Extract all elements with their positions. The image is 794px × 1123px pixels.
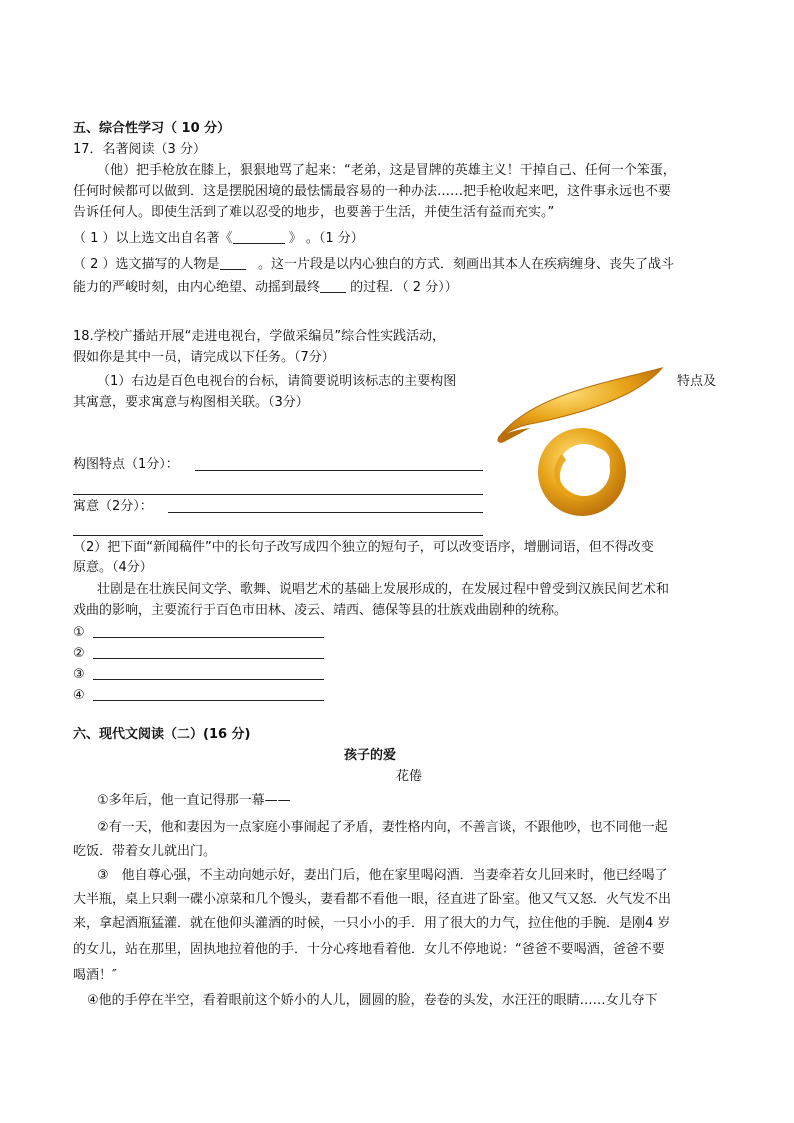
q17-passage-line-2: 任何时候都可以做到．这是摆脱困境的最怯懦最容易的一种办法……把手枪收起来吧，这件事永远也不要 (73, 184, 672, 199)
news-text-line-2: 戏曲的影响，主要流行于百色市田林、凌云、靖西、德保等县的壮族戏曲剧种的统称。 (73, 603, 568, 618)
article-paragraph-3-line-4: 的女儿，站在那里，固执地拉着他的手．十分心疼地看着他．女儿不停地说：“爸爸不要喝酒，爸爸不要 (73, 942, 665, 957)
answer-marker-2: ② (73, 646, 85, 661)
short-sentence-line-4[interactable] (93, 700, 324, 701)
q18-part2-line-1: （2）把下面“新闻稿件”中的长句子改写成四个独立的短句子，可以改变语序，增删词语，但不得改变 (73, 540, 654, 555)
q18-part2-line-2: 原意。（4分） (73, 560, 153, 575)
q17-title: 17．名著阅读（3 分） (73, 142, 206, 157)
article-author: 花倦 (396, 769, 423, 784)
q17-sub2 (73, 255, 674, 275)
answer-marker-1: ① (73, 625, 85, 640)
q17-sub2-cont-text: 能力的严峻时刻，由内心绝望、动摇到最终 (73, 280, 321, 295)
q18-part1-line-2: 其寓意，要求寓意与构图相关联。（3分） (73, 395, 309, 410)
section-5-heading: 五、综合性学习（ 10 分） (73, 121, 231, 136)
article-paragraph-3-line-3: 来，拿起酒瓶猛灌．就在他仰头灌酒的时候，一只小小的手．用了很大的力气，拉住他的手腕．是刚4 岁 (73, 916, 671, 931)
q17-passage-line-1: （他）把手枪放在膝上，狠狠地骂了起来：“老弟，这是冒牌的英雄主义！干掉自己、任何一个笨蛋， (97, 163, 676, 178)
short-sentence-line-2[interactable] (93, 658, 324, 659)
q17-sub1 (73, 229, 364, 249)
article-paragraph-4-line-1: ④他的手停在半空，看着眼前这个娇小的人儿，圆圆的脸，卷卷的头发，水汪汪的眼睛……女儿夺下 (87, 993, 658, 1008)
news-text-line-1: 壮剧是在壮族民间文学、歌舞、说唱艺术的基础上发展形成的，在发展过程中曾受到汉族民间艺术和 (97, 582, 670, 597)
composition-answer-line-1[interactable] (195, 470, 483, 471)
q18-intro-2: 假如你是其中一员，请完成以下任务。（7分） (73, 350, 335, 365)
meaning-answer-line-2[interactable] (73, 535, 483, 536)
article-title: 孩子的爱 (344, 748, 397, 763)
q17-sub1-suffix: 》 。（1 分） (288, 231, 364, 246)
q17-sub2-end: 的过程．（ 2 分）） (350, 280, 458, 295)
article-paragraph-2-line-1: ②有一天，他和妻因为一点家庭小事闹起了矛盾，妻性格内向，不善言谈，不跟他吵，也不同他一起 (97, 820, 668, 835)
q18-part1-line-1-end: 特点及 (677, 374, 717, 389)
answer-marker-4: ④ (73, 688, 85, 703)
answer-marker-3: ③ (73, 667, 85, 682)
article-paragraph-2-line-2: 吃饭．带着女儿就出门。 (73, 844, 217, 859)
label-composition-features: 构图特点（1分）： (73, 457, 179, 472)
q17-sub1-prompt: （ 1 ）以上选文出自名著《 (73, 231, 233, 246)
q17-sub2-blank-2[interactable] (320, 278, 346, 293)
q18-intro-1: 18.学校广播站开展“走进电视台，学做采编员”综合性实践活动， (73, 329, 446, 344)
article-paragraph-3-line-2: 大半瓶，桌上只剩一碟小凉菜和几个馒头，妻看都不看他一眼，径直进了卧室。他又气又怒．火气发不出 (73, 892, 672, 907)
q17-sub1-blank[interactable] (233, 229, 285, 244)
meaning-answer-line-1[interactable] (168, 512, 483, 513)
q17-sub2-prompt: （ 2 ）选文描写的人物是 (73, 257, 220, 272)
q17-passage-line-3: 告诉任何人。即使生活到了难以忍受的地步，也要善于生活，并使生活有益而充实。” (73, 205, 555, 220)
composition-answer-line-2[interactable] (73, 494, 483, 495)
article-paragraph-3-line-5: 喝酒！″ (73, 968, 117, 983)
section-6-heading: 六、现代文阅读（二）(16 分) (73, 727, 251, 742)
q17-sub2-cont (73, 278, 458, 298)
q17-sub2-blank-1[interactable] (220, 255, 246, 270)
article-paragraph-1: ①多年后，他一直记得那一幕—— (97, 793, 291, 808)
q17-sub2-middle: 。这一片段是以内心独白的方式．刻画出其本人在疾病缠身、丧失了战斗 (257, 257, 674, 272)
label-meaning: 寓意（2分）： (73, 499, 153, 514)
baise-tv-logo-image (490, 366, 670, 516)
short-sentence-line-1[interactable] (93, 637, 324, 638)
article-paragraph-3-line-1: ③ 他自尊心强，不主动向她示好，妻出门后，他在家里喝闷酒．当妻牵若女儿回来时，他已经喝了 (97, 868, 668, 883)
q18-part1-line-1: （1）右边是百色电视台的台标，请简要说明该标志的主要构图 (97, 374, 457, 389)
short-sentence-line-3[interactable] (93, 679, 324, 680)
